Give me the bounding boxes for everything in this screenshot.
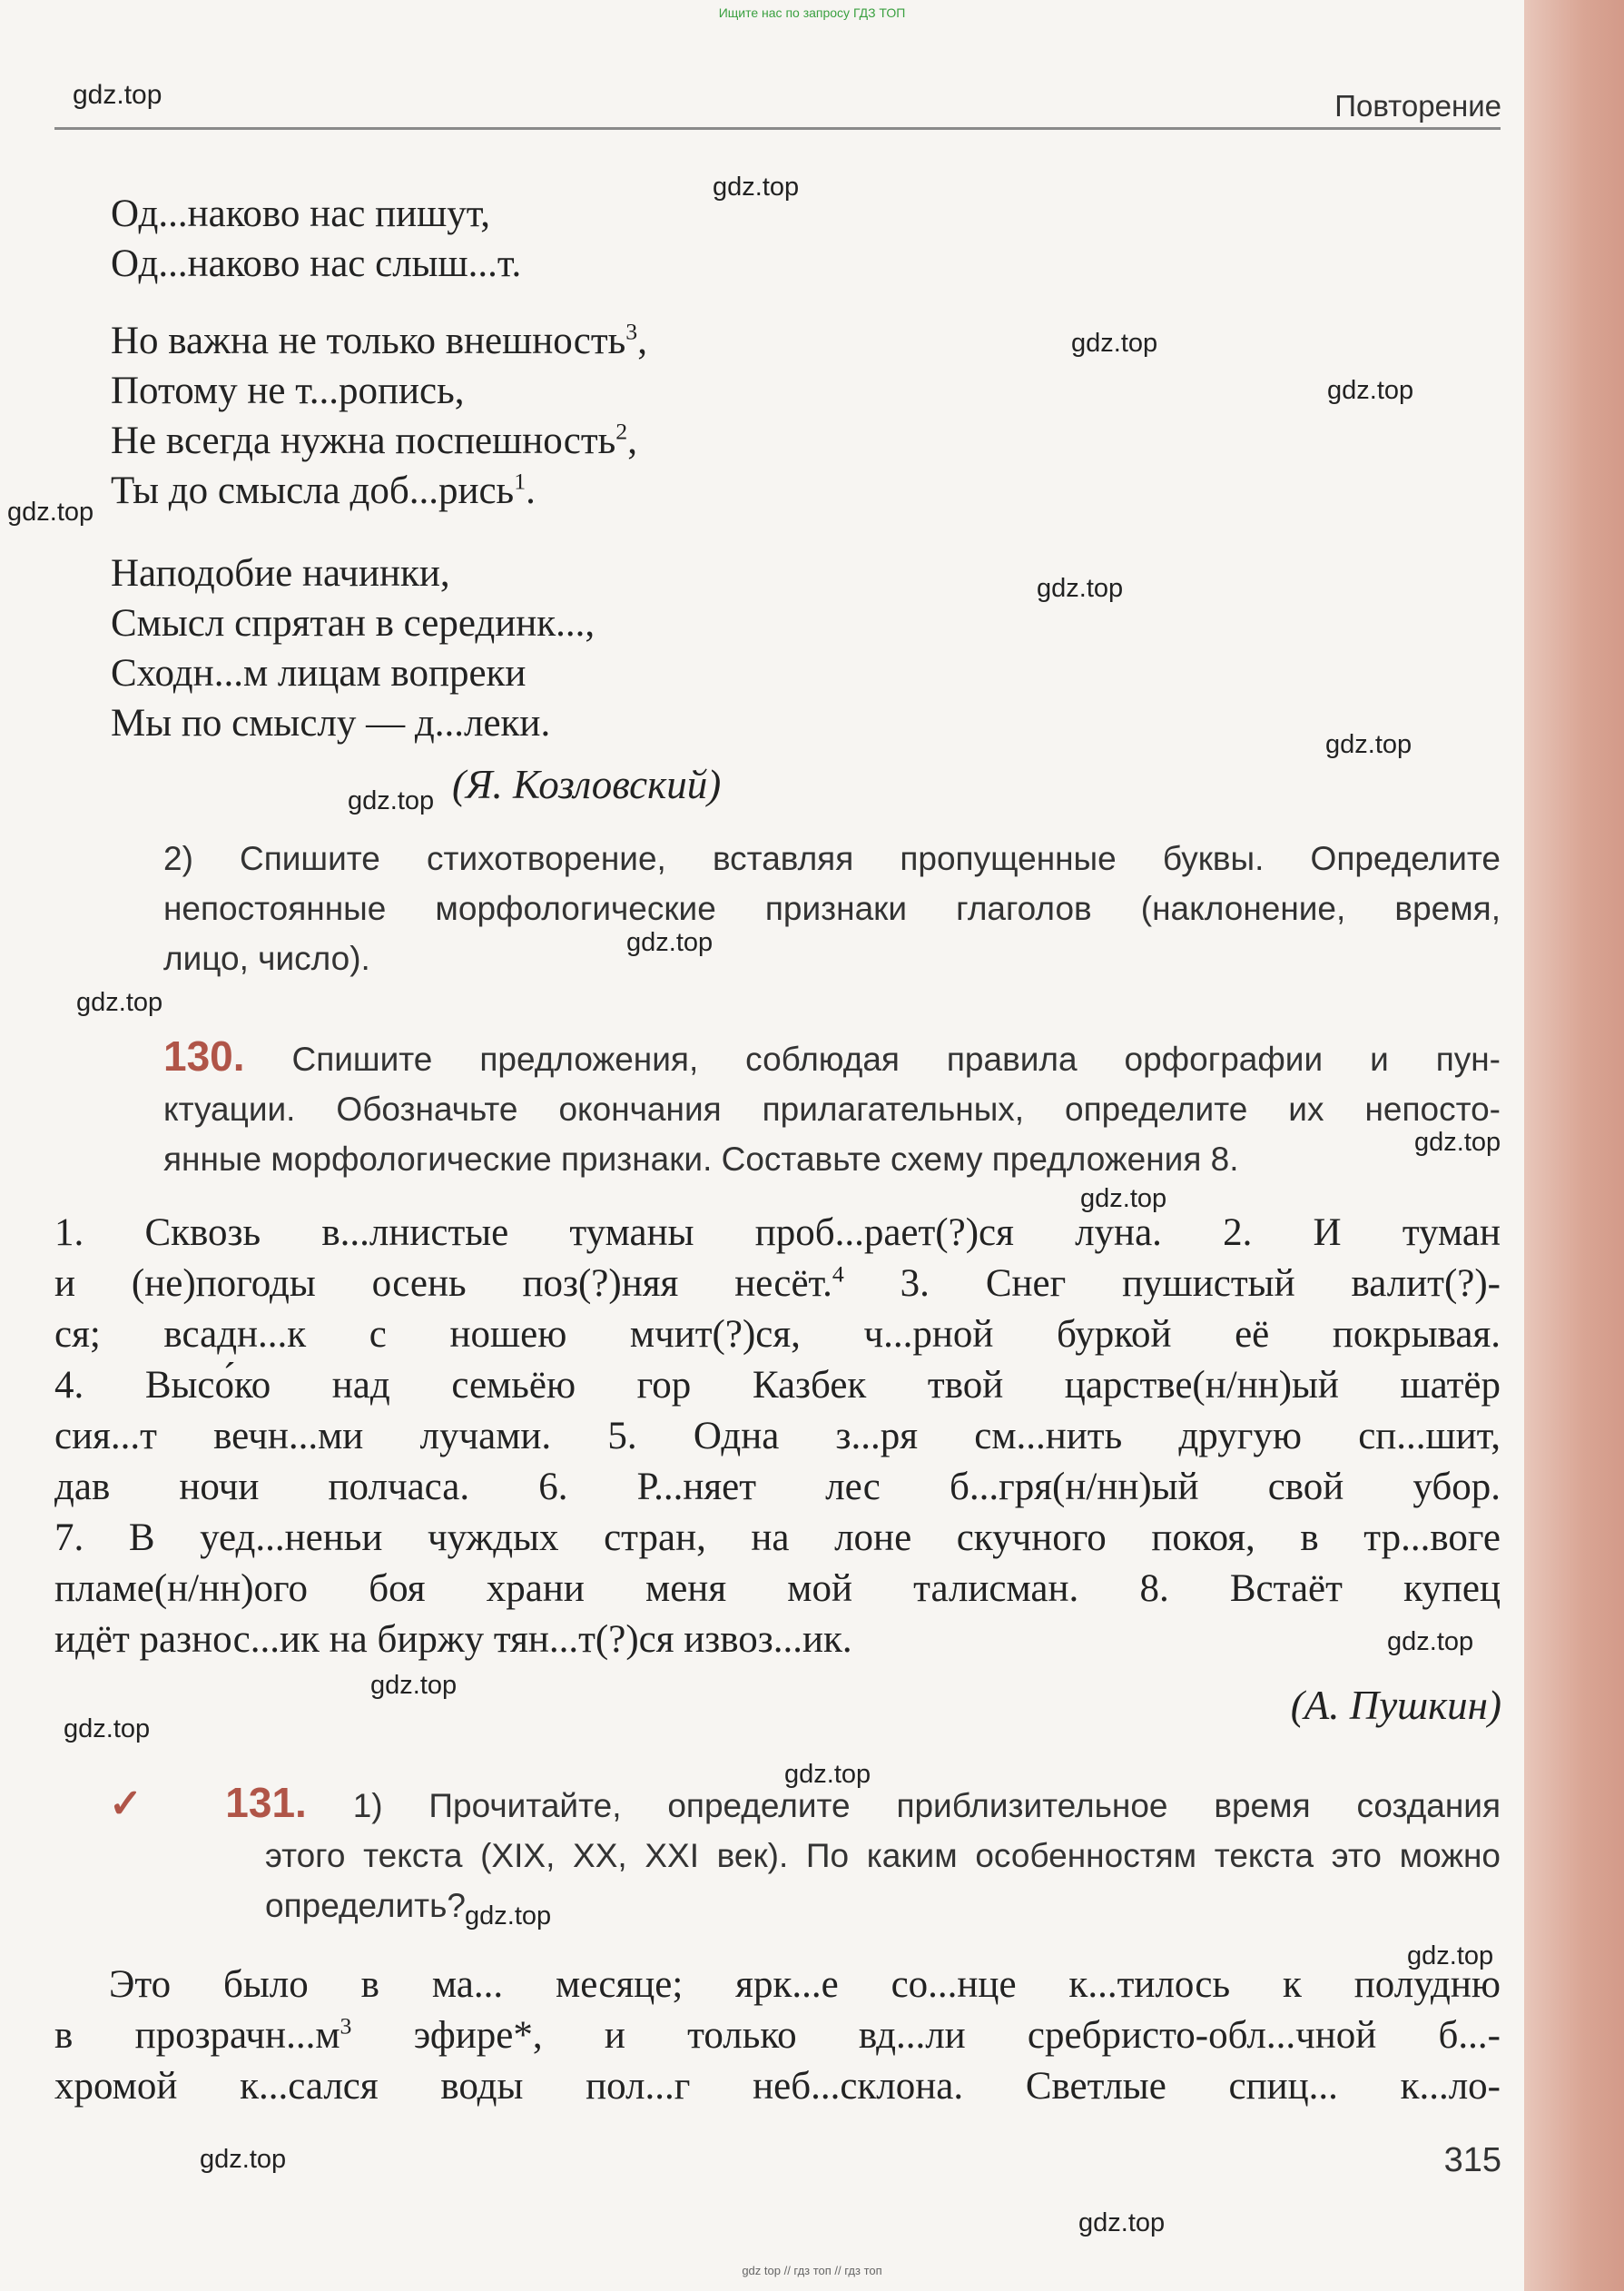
watermark: gdz.top [348, 786, 435, 815]
poem-stanza-1 [111, 189, 521, 289]
poem-line: Сходн...м лицам вопреки [111, 652, 527, 695]
poem-line: Ты до смысла доб...рись$^1$. [111, 468, 536, 512]
text-line: пламе(н/нн)ого боя храни меня мой талисман. 8. Встаёт купец [54, 1567, 1501, 1610]
task-line: лицо, число). [163, 940, 370, 977]
poem-line: Мы по смыслу — д...леки. [111, 702, 551, 745]
top-note: Ищите нас по запросу ГДЗ ТОП [718, 5, 906, 20]
text-line: Это было в ма... месяце; ярк...е со...нце к...тилось к полудню [109, 1963, 1501, 2006]
footnote-mark: 1 [514, 468, 527, 495]
footnote-mark: 3 [625, 318, 638, 345]
task-131 [54, 1778, 1501, 1931]
poem-stanza-3 [111, 548, 595, 748]
task-line: янные морфологические признаки. Составьте схему предложения 8. [163, 1141, 1239, 1178]
header-rule [54, 127, 1501, 130]
text-line: сия...т вечн...ми лучами. 5. Одна з...ря см...нить другую сп...шит, [54, 1415, 1501, 1457]
header-watermark: gdz.top [73, 80, 162, 110]
task-line: непостоянные морфологические признаки глаголов (наклонение, время, [163, 890, 1501, 927]
text-line: идёт разнос...ик на биржу тян...т(?)ся извоз...ик. [54, 1618, 852, 1661]
watermark: gdz.top [76, 988, 163, 1017]
footnote-mark: 3 [340, 2012, 352, 2039]
watermark: gdz.top [713, 173, 800, 202]
bottom-note: gdz top // гдз топ // гдз топ [742, 2264, 882, 2277]
watermark: gdz.top [465, 1901, 552, 1931]
footnote-mark: 2 [615, 418, 628, 445]
poem-line: Потому не т...ропись, [111, 370, 465, 412]
watermark: gdz.top [1327, 376, 1414, 405]
watermark: gdz.top [1080, 1184, 1167, 1213]
watermark: gdz.top [1387, 1627, 1474, 1656]
text-line: ся; всадн...к с ношею мчит(?)ся, ч...рной буркой её покрывая. [54, 1313, 1501, 1356]
task-line: этого текста (XIX, XX, XXI век). По каким особенностям текста это можно [265, 1837, 1501, 1874]
page-number: 315 [1443, 2141, 1501, 2179]
text-line: хромой к...сался воды пол...г неб...склона. Светлые спиц... к...ло- [54, 2065, 1501, 2108]
text-line: 1. Сквозь в...лнистые туманы проб...рает(?)ся луна. 2. И туман [54, 1211, 1501, 1254]
section-title: Повторение [1334, 89, 1501, 123]
poem-stanza-2 [111, 316, 647, 516]
text-line: в $прозрачн...м^3$ эфире*, и только вд...ли сребристо-обл...чной б...- [54, 2012, 1501, 2057]
text-author: (А. Пушкин) [1290, 1683, 1501, 1728]
task-line: ктуации. Обозначьте окончания прилагательных, определите их непосто- [163, 1091, 1501, 1128]
text-line: дав ночи полчаса. 6. Р...няет лес б...гря(н/нн)ый свой убор. [54, 1466, 1501, 1508]
task-129-2 [54, 834, 1501, 983]
task-131-text [54, 1960, 1501, 2112]
poem-line: Не всегда нужна поспешность$^2$, [111, 418, 637, 462]
footnote-mark: 4 [832, 1260, 844, 1288]
poem-line: Од...наково нас слыш...т. [111, 242, 522, 285]
poem-author: (Я. Козловский) [452, 762, 722, 807]
poem-line: Наподобие начинки, [111, 552, 450, 595]
text-line: и (не)погоды осень поз(?)няя несёт.$^4$ 3. Снег пушистый валит(?)- [54, 1260, 1501, 1305]
task-line: 2) Спишите стихотворение, вставляя пропущенные буквы. Определите [163, 840, 1501, 877]
watermark: gdz.top [784, 1760, 871, 1789]
poem-line: Од...наково нас пишут, [111, 193, 491, 235]
watermark: gdz.top [626, 928, 714, 957]
watermark: gdz.top [200, 2145, 287, 2174]
watermark: gdz.top [370, 1671, 458, 1700]
poem-line: Смысл спрятан в серединк..., [111, 602, 595, 645]
text-line: 7. В уед...неньи чуждых стран, на лоне скучного покоя, в тр...воге [54, 1516, 1501, 1559]
task-line: определить? [265, 1887, 466, 1924]
watermark: gdz.top [1407, 1941, 1494, 1970]
task-number: 130. [163, 1032, 245, 1080]
page-edge [1524, 0, 1624, 2291]
text-line: 4. Высо́ко над семьёю гор Казбек твой царстве(н/нн)ый шатёр [54, 1364, 1501, 1407]
watermark: gdz.top [1078, 2208, 1166, 2237]
task-130 [54, 1032, 1501, 1184]
poem-line: Но важна не только внешность$^3$, [111, 318, 647, 362]
watermark: gdz.top [1325, 730, 1412, 759]
watermark: gdz.top [1071, 329, 1158, 358]
task-line: ✓ 131. 1) Прочитайте, определите приблизительное время создания [109, 1779, 1501, 1826]
check-icon: ✓ [109, 1782, 180, 1826]
watermark: gdz.top [7, 498, 94, 527]
watermark: gdz.top [1037, 574, 1124, 603]
watermark: gdz.top [1414, 1128, 1501, 1157]
task-line: 130. Спишите предложения, соблюдая правила орфографии и пун- [163, 1032, 1501, 1080]
watermark: gdz.top [64, 1714, 151, 1743]
task-130-text [54, 1208, 1501, 1665]
task-number: 131. [225, 1779, 307, 1826]
